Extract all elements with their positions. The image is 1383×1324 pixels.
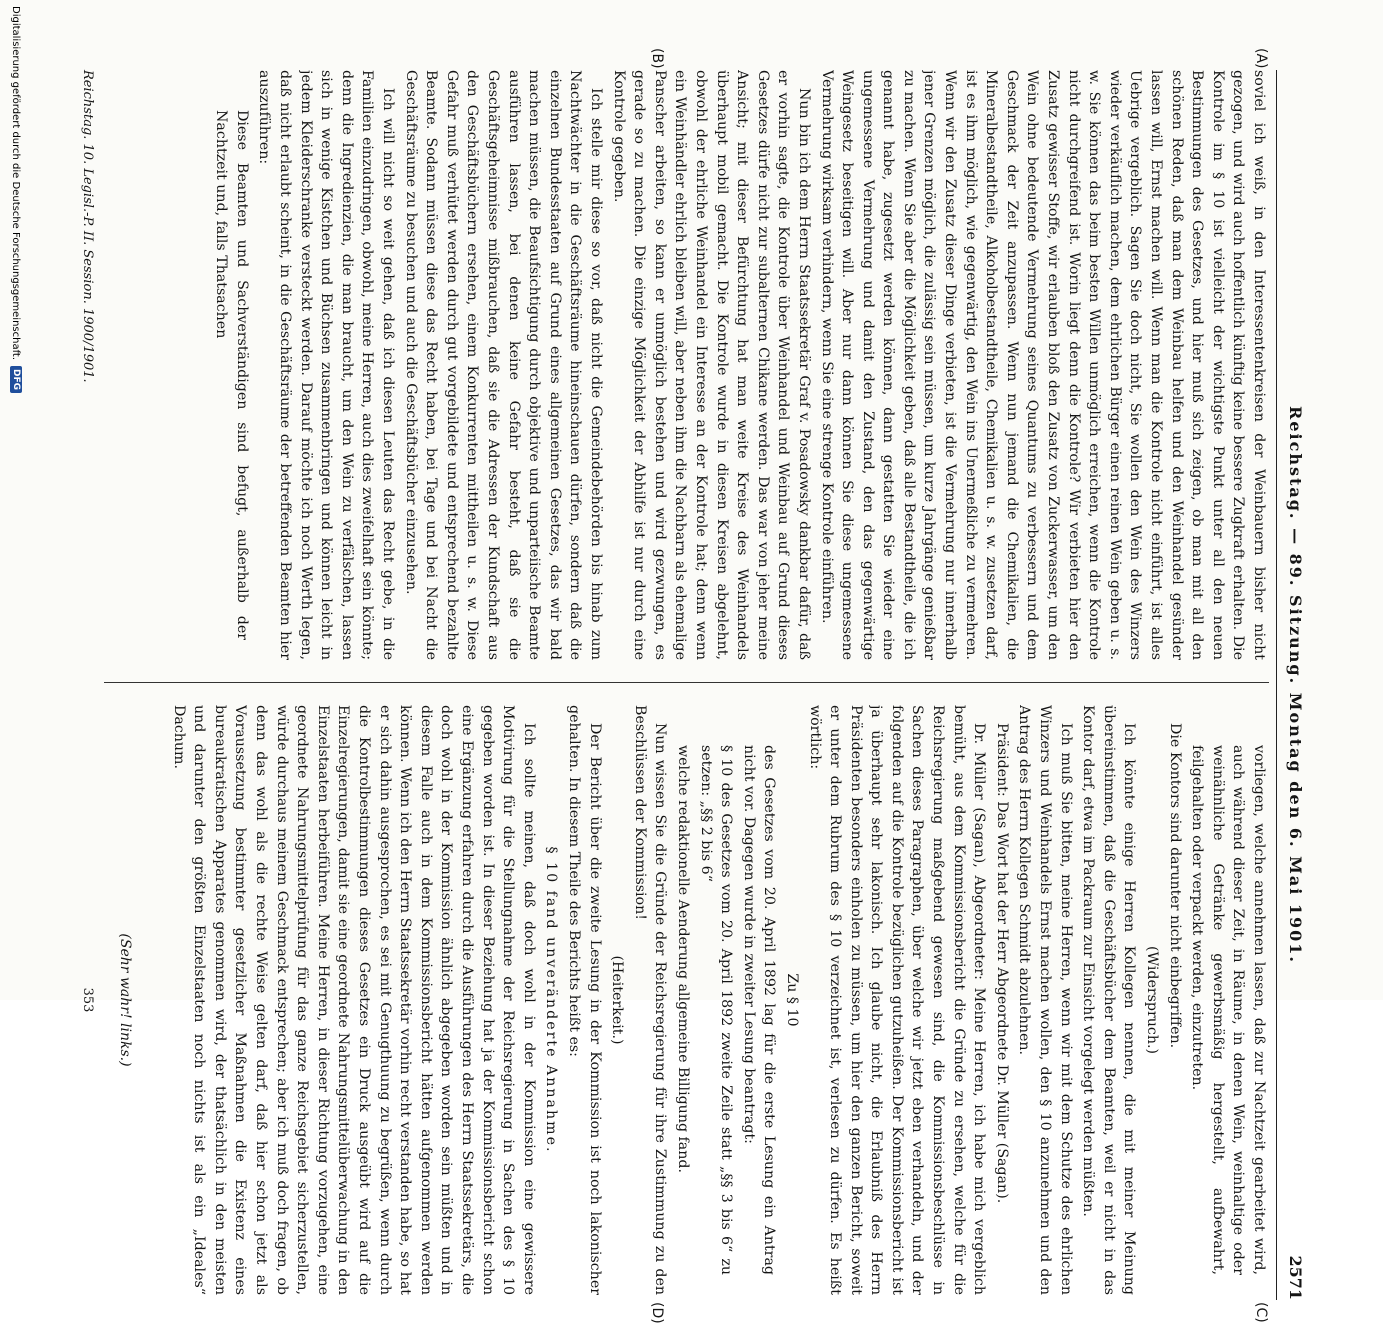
quoted-paragraph: § 10 des Gesetzes vom 20. April 1892 zweite Zeile statt „§§ 3 bis 6“ zu setzen: „§§ 2 bis 6“ xyxy=(697,745,735,1275)
quoted-paragraph: § 10 fand unveränderte Annahme. xyxy=(543,846,560,1154)
margin-letter-d: (D) xyxy=(649,1302,665,1324)
right-column xyxy=(104,705,1269,1295)
paragraph: Die Kontors sind darunter nicht einbegriffen. xyxy=(1166,723,1183,1049)
paragraph: Ich will nicht so weit gehen, daß ich diesen Leuten das Recht gebe, in die Familien einzudringen, obwohl, meine Herren, auch dies zweifelhaft sein könnte; denn die Ingredienzien, die man braucht, um den Wein zu verfälschen, lassen sich in wenige Kistchen und Büchsen zusammenbringen und können leicht in jedem Kleiderschranke versteckt werden. Darauf möchte ich noch Werth legen, daß nicht erlaubt scheint, in die Geschäftsräume der betreffenden Beamten hier auszuführen: xyxy=(256,70,397,660)
page-header xyxy=(1279,70,1313,1300)
interjection: (Heiterkeit.) xyxy=(609,955,626,1045)
speaker-paragraph: Dr. Müller (Sagan), Abgeordneter: Meine Herren, ich habe mich vergeblich bemüht, aus dem Kommissionsbericht die Gründe zu ersehen, welche für die Reichsregierung maßgebend gewesen sind, die Kommissionsbeschlüsse in Sachen dieses Paragraphen, über welche wir jetzt eben verhandeln, und der folgenden auf die Kontrole bezüglichen gutzuheißen. Der Kommissionsbericht ist ja überhaupt sehr lakonisch. Ich glaube nicht, die Erlaubniß des Herrn Präsidenten besonders einholen zu müssen, um hier den ganzen Bericht, soweit er unter dem Rubrum des § 10 verzeichnet ist, verlesen zu dürfen. Es heißt wörtlich: xyxy=(806,705,988,1295)
paragraph: Nun wissen Sie die Gründe der Reichsregierung für ihre Zustimmung zu den Beschlüssen der Kommission! xyxy=(631,705,669,1295)
speaker-paragraph: Präsident: Das Wort hat der Herr Abgeordnete Dr. Müller (Sagan). xyxy=(993,723,1010,1204)
margin-letter-c: (C) xyxy=(1253,1302,1269,1323)
paragraph: Ich sollte meinen, daß doch wohl in der Kommission eine gewissere Motivirung für die Stellungnahme der Reichsregierung in Sachen des § 10 gegeben worden ist. In dieser Beziehung hat ja der Kommissionsbericht schon eine Ergänzung erfahren durch die Ausführungen des Herrn Staatssekretärs, die doch wohl in der Kommission ähnlich abgegeben worden sein müßten und in diesem Falle auch in dem Kommissionsbericht hätten aufgenommen werden können. Wenn ich den Herrn Staatssekretär vorhin recht verstanden habe, so hat er sich dahin ausgesprochen, es sei mit Genugthuung zu begrüßen, wenn durch die Kontrolbestimmungen dieses Gesetzes ein Druck ausgeübt wird auf die Einzelregierungen, damit sie eine geordnete Nahrungsmittelüberwachung in den Einzelstaaten herbeiführen. Meine Herren, in dieser Richtung vorzugehen, eine geordnete Nahrungsmittelprüfung für das ganze Reichsgebiet sicherzustellen, würde durchaus meinem Geschmack entsprechen; aber ich muß doch fragen, ob denn das wohl als die rechte Weise gelten darf, daß hier schon jetzt als Voraussetzung bestimmter gesetzlicher Maßnahmen die Existenz eines bureaukratischen Apparates genommen wird, der thatsächlich in den meisten und darunter den größten Einzelstaaten noch nichts ist als ein „Ideales“ Dachum. xyxy=(170,705,537,1295)
quoted-paragraph: vorliegen, welche annehmen lassen, daß zur Nachtzeit gearbeitet wird, auch während dieser Zeit, in Räume, in denen Wein, weinhaltige oder weinähnliche Getränke gewerbsmäßig hergestellt, aufbewahrt, feilgehalten oder verpackt werden, einzutreten. xyxy=(1189,745,1267,1275)
credit-bar xyxy=(5,0,27,1006)
footer-page-number: 353 xyxy=(80,987,95,1013)
header-rule xyxy=(1276,70,1277,1300)
paragraph: Der Bericht über die zweite Lesung in der Kommission ist noch lakonischer gehalten. In diesem Theile des Berichts heißt es: xyxy=(566,705,603,1295)
paragraph: Nun bin ich dem Herrn Staatssekretär Graf v. Posadowsky dankbar dafür, daß er vorhin sagte, die Kontrole über Weinhandel und Weinbau auf Grund dieses Gesetzes dürfe nicht zur subalternen Chikane werden. Das war von jeher meine Ansicht; mit dieser Befürchtung hat man weite Kreise des Weinhandels überhaupt mobil gemacht. Die Kontrole wurde in diesen Kreisen abgelehnt, obwohl der ehrliche Weinhandel ein Interesse an der Kontrole hat; denn wenn ein Weinhändler ehrlich bleiben will, aber neben ihm die Nachbarn als ehemalige Panscher arbeiten, so kann er unmöglich bestehen und wird gezwungen, es gerade so zu machen. Die einzige Möglichkeit der Abhilfe ist nur durch eine Kontrole gegeben. xyxy=(610,70,812,660)
dfg-logo-icon: DFG xyxy=(10,366,22,393)
paragraph: soviel ich weiß, in den Interessentenkreisen der Weinbauern bisher nicht gezogen, und wird auch hoffentlich künftig keine bessere Zugkraft erhalten. Die Kontrole im § 10 ist vielleicht der wichtigste Punkt unter all den neuen Bestimmungen des Gesetzes, und hier muß sich zeigen, ob man mit all den schönen Reden, daß man dem Weinbau helfen und den Weinhandel gesünder lassen will, Ernst machen will. Wenn man die Kontrole nicht einführt, ist alles Uebrige vergeblich. Sagen Sie doch nicht, Sie wollen den Wein des Winzers wieder verkäuflich machen, dem ehrlichen Bürger einen reinen Wein geben u. s. w. Sie können das beim besten Willen unmöglich erreichen, wenn die Kontrole nicht durchgreifend ist. Worin liegt denn die Kontrole? Wir verbieten hier den Zusatz gewisser Stoffe, wir erlauben bloß den Zusatz von Zuckerwasser, um den Wein ohne bedeutende Vermehrung seines Quantums zu verbessern und dem Geschmack der Zeit anzupassen. Wenn nun jemand die Chemikalien, die Mineralbestandtheile, Alkoholbestandtheile, Chemikalien u. s. w. zusetzen darf, ist es ihm möglich, wie gegenwärtig, den Wein ins Unermeßliche zu vermehren. Wenn wir den Zusatz dieser Dinge verbieten, ist die Vermehrung nur innerhalb jener Grenzen möglich, die zulässig sein müssen, um kurze Jahrgänge genießbar zu machen. Wenn Sie aber die Möglichkeit geben, daß alle Bestandtheile, die ich genannt habe, zugesetzt werden können, dann gestatten Sie wieder eine ungemessene Vermehrung und damit den Zustand, den das gegenwärtige Weingesetz beseitigen will. Aber nur dann können Sie diese ungemessene Vermehrung wirksam verhindern, wenn Sie eine strenge Kontrole einführen. xyxy=(818,70,1267,660)
margin-letter-a: (A) xyxy=(1253,48,1269,69)
page-title: Reichstag. — 89. Sitzung. Montag den 6. Mai 1901. xyxy=(1286,406,1306,964)
left-column xyxy=(104,70,1269,660)
quoted-paragraph: des Gesetzes vom 20. April 1892 lag für die erste Lesung ein Antrag nicht vor. Dagegen wurde in zweiter Lesung beantragt: xyxy=(740,745,778,1275)
footer-session-info: Reichstag. 10. Legisl.-P. II. Session. 1900/1901. xyxy=(80,70,95,383)
section-heading: Zu § 10 xyxy=(783,973,800,1027)
quoted-paragraph: welche redaktionelle Aenderung allgemeine Billigung fand. xyxy=(674,745,691,1173)
paragraph: Ich könnte einige Herren Kollegen nennen, die mit meiner Meinung übereinstimmen, daß die Geschäftsbücher dem Beamten, weil er nicht in das Kontor darf, etwa im Packraum zur Einsicht vorgelegt werden müßten. xyxy=(1080,705,1138,1295)
applause-note: (Sehr wahr! links.) xyxy=(117,933,133,1067)
credit-text: Digitalisierung gefördert durch die Deutsche Forschungsgemeinschaft. xyxy=(10,6,22,361)
interjection: (Widerspruch.) xyxy=(1144,945,1161,1055)
margin-letter-b: (B) xyxy=(649,48,665,69)
paragraph: Ich stelle mir diese so vor, daß nicht die Gemeindebehörden bis hinab zum Nachtwächter in die Geschäftsräume hineinschauen dürfen, sondern daß die einzelnen Bundesstaaten auf Grund eines allgemeinen Gesetzes, das wir bald machen müssen, die Beaufsichtigung durch objektive und unparteiische Beamte ausführen lassen, bei denen keine Gefahr besteht, daß sie die Geschäftsgeheimnisse mißbrauchen, daß sie die Adressen der Kundschaft aus den Geschäftsbüchern ersehen, einem Konkurrenten mittheilen u. s. w. Diese Gefahr muß verhütet werden durch gut vorgebildete und entsprechend bezahlte Beamte. Sodann müssen diese das Recht haben, bei Tage und bei Nacht die Geschäftsräume zu besuchen und auch die Geschäftsbücher einzusehen. xyxy=(402,70,604,660)
page-number: 2571 xyxy=(1286,1255,1306,1300)
column-divider xyxy=(104,682,1269,683)
paragraph: Ich muß Sie bitten, meine Herren, wenn wir mit dem Schutze des ehrlichen Winzers und Weinhandels Ernst machen wollen, den § 10 anzunehmen und den Antrag des Herrn Kollegen Schmidt abzulehnen. xyxy=(1016,705,1074,1295)
quoted-paragraph: Diese Beamten und Sachverständigen sind befugt, außerhalb der Nachtzeit und, falls Thatsachen xyxy=(213,110,250,640)
